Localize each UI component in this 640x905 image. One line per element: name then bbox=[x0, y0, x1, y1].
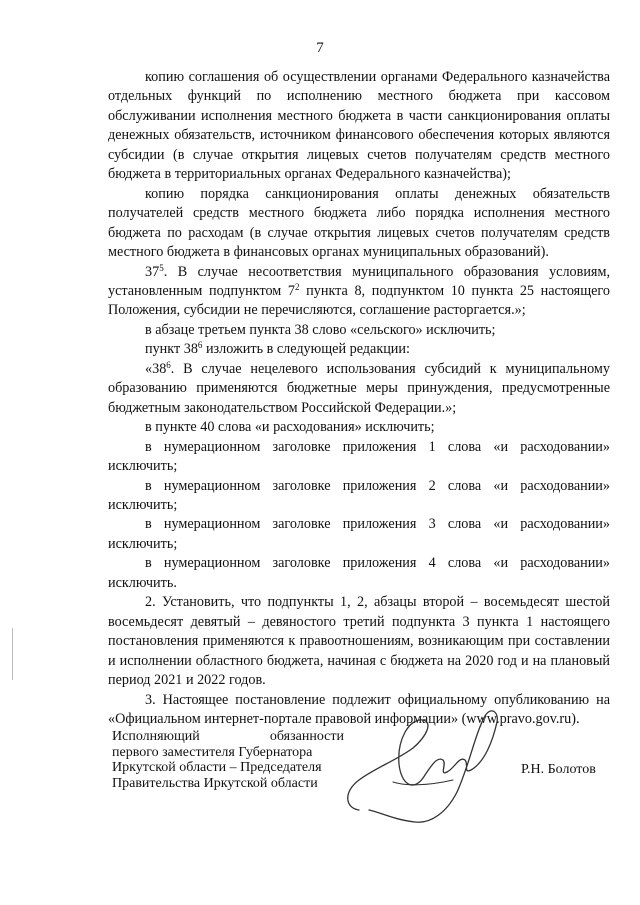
paragraph: в нумерационном заголовке приложения 1 слова «и расходовании» исключить; bbox=[108, 438, 610, 475]
paragraph: копию порядка санкционирования оплаты денежных обязательств получателей средств местного бюджета либо порядка исполнения местного бюджета по расходам (в случае открытия лицевых счетов получателям средств местного бюджета в финансовых органах муниципальных образований). bbox=[108, 185, 610, 261]
page-number: 7 bbox=[316, 40, 324, 56]
body-text bbox=[108, 68, 610, 729]
handwritten-signature bbox=[335, 700, 525, 830]
signatory-title-line: Иркутской области – Председателя bbox=[112, 760, 322, 776]
paragraph: копию соглашения об осуществлении органами Федерального казначейства отдельных функций по исполнению местного бюджета при кассовом обслуживании исполнения местного бюджета в части санкционирования оплаты денежных обязательств, источником финансового обеспечения которых являются субсидии (в случае открытия лицевых счетов получателям средств местного бюджета в территориальных органах Федерального казначейства); bbox=[108, 69, 610, 183]
signatory-title-line: Исполняющий обязанности bbox=[112, 729, 344, 744]
paragraph: «$38^6$. В случае нецелевого использования субсидий к муниципальному образованию применяются бюджетные меры принуждения, предусмотренные бюджетным законодательством Российской Федерации.»; bbox=[108, 359, 610, 416]
margin-mark bbox=[12, 628, 13, 680]
paragraph: в нумерационном заголовке приложения 4 слова «и расходовании» исключить. bbox=[108, 555, 610, 591]
paragraph: пункт $38^6$ изложить в следующей редакции: bbox=[145, 340, 410, 358]
paragraph: в абзаце третьем пункта 38 слово «сельского» исключить; bbox=[145, 321, 496, 338]
signatory-title bbox=[112, 729, 344, 791]
paragraph: 3. Настоящее постановление подлежит официальному опубликованию на «Официальном интернет-портале правовой информации» (www.pravo.gov.ru). bbox=[108, 691, 610, 727]
signatory-name: Р.Н. Болотов bbox=[521, 762, 596, 777]
paragraph: 2. Установить, что подпункты 1, 2, абзацы второй – восемьдесят шестой восемьдесят девятый – девяностого третий подпункта 3 пункта 1 настоящего постановления применяются к правоотношениям, возникающим при составлении и исполнении областного бюджета, начиная с бюджета на 2020 год и на плановый период 2021 и 2022 годов. bbox=[108, 594, 610, 689]
signatory-title-line: Правительства Иркутской области bbox=[112, 775, 318, 791]
paragraph: в пункте 40 слова «и расходования» исключить; bbox=[145, 419, 435, 436]
paragraph: в нумерационном заголовке приложения 2 слова «и расходовании» исключить; bbox=[108, 477, 610, 513]
paragraph: $37^5$. В случае несоответствия муниципального образования условиям, установленным подпунктом $7^2$ пункта 8, подпунктом 10 пункта 25 настоящего Положения, субсидии не перечисляются, соглашение расторгается.»; bbox=[108, 262, 610, 319]
paragraph: в нумерационном заголовке приложения 3 слова «и расходовании» исключить; bbox=[108, 516, 610, 552]
signatory-title-line: первого заместителя Губернатора bbox=[112, 744, 313, 760]
